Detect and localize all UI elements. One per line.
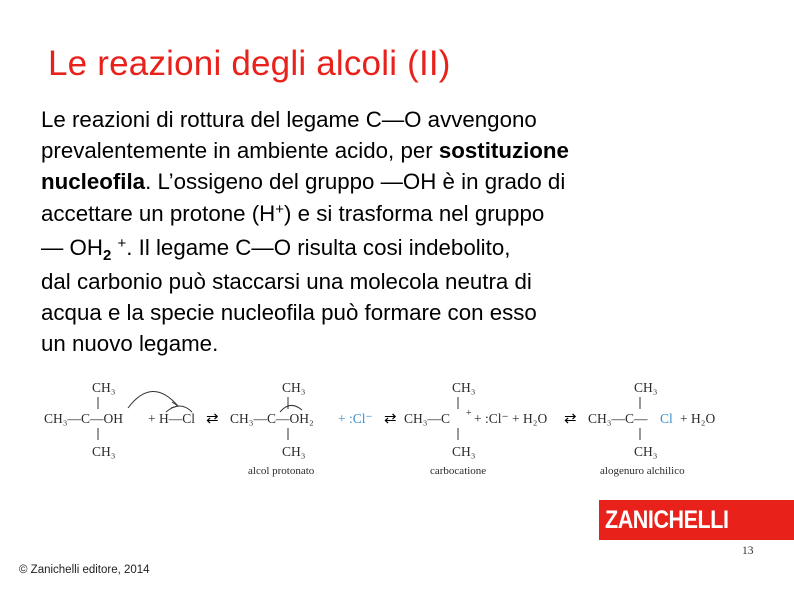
alkyl-halide-formula: CH₃—C— [588,411,648,426]
label-alkyl-halide: alogenuro alchilico [600,465,685,477]
text-line-4: accettare un protone (H+) e si trasforma nel gruppo [41,200,545,226]
equilibrium-arrow-2: ⇄ [384,411,397,427]
slide-title: Le reazioni degli alcoli (II) [48,44,451,83]
methyl-bottom-3: CH₃ [452,444,476,459]
methyl-bottom-2: CH₃ [282,444,306,459]
text-line-7: acqua e la specie nucleofila può formare con esso [41,300,537,326]
chlorine-atom: Cl [660,411,673,426]
reaction-scheme [40,372,740,482]
protonated-formula: CH₃—C—OH₂ [230,411,314,426]
methyl-bottom-1: CH₃ [92,444,116,459]
text-line-2: prevalentemente in ambiente acido, per sostituzione [41,138,569,164]
label-carbocation: carbocatione [430,465,487,477]
methyl-top-2: CH₃ [282,380,306,395]
equilibrium-arrow-3: ⇄ [564,411,577,427]
zanichelli-logo [599,500,794,540]
carbocation-formula: CH₃—C [404,411,450,426]
molecule-carbocation [404,380,547,477]
text-line-8: un nuovo legame. [41,331,219,357]
page-number: 13 [742,545,754,557]
molecule-alkyl-halide [588,380,715,477]
methyl-top-4: CH₃ [634,380,658,395]
logo-text: ZANICHELLI [605,505,729,534]
carbocation-byproducts: + :Cl⁻ + H₂O [474,411,548,426]
text-line-6: dal carbonio può staccarsi una molecola neutra di [41,269,532,295]
electron-arrow-1 [128,391,178,408]
bold-term: nucleofila [41,169,146,195]
bold-term: sostituzione [438,138,569,164]
equilibrium-arrow-1: ⇄ [206,411,219,427]
label-protonated-alcohol: alcol protonato [248,465,315,477]
water-product: + H₂O [680,411,716,426]
text-line-3: nucleofila. L’ossigeno del gruppo —OH è in grado di [41,169,566,195]
methyl-top-3: CH₃ [452,380,476,395]
text-line-1: Le reazioni di rottura del legame C—O avvengono [41,107,537,132]
body-paragraph [41,104,761,360]
hcl-reagent: + H—Cl [148,411,195,426]
alcohol-formula: CH₃—C—OH [44,411,123,426]
molecule-alcohol [44,380,195,459]
copyright-notice: © Zanichelli editore, 2014 [19,564,150,576]
carbocation-charge: + [466,408,472,419]
text-line-5: — $OH_2$ +. Il legame C—O risulta cosi indebolito, [41,234,511,264]
reaction-svg [40,372,740,482]
methyl-top-1: CH₃ [92,380,116,395]
methyl-bottom-4: CH₃ [634,444,658,459]
chloride-ion-1: + :Cl⁻ [338,411,373,426]
molecule-protonated-alcohol [230,380,373,477]
